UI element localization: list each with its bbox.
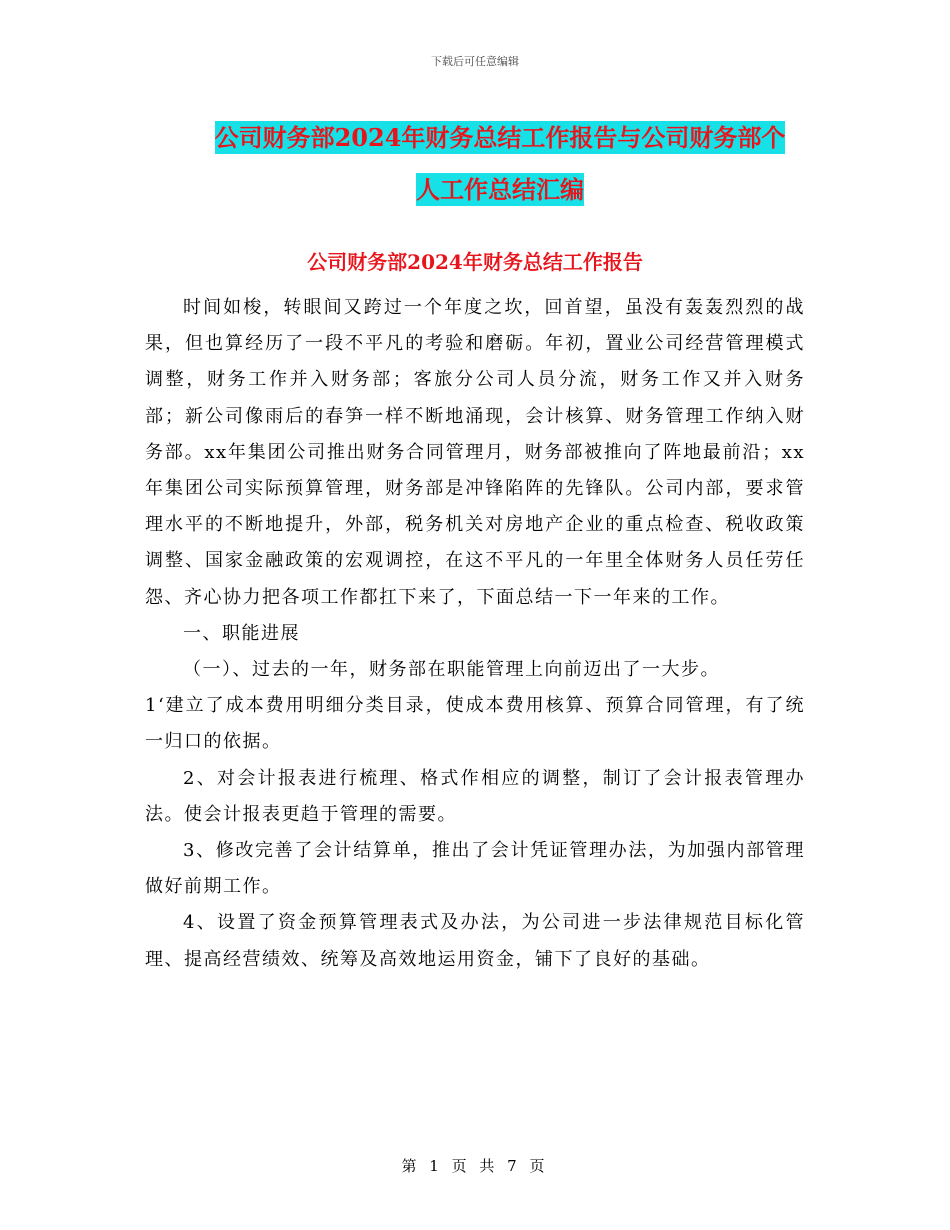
paragraph-item-1: 1‘建立了成本费用明细分类目录，使成本费用核算、预算合同管理，有了统一归口的依据。 [145,695,805,753]
paragraph-item-3: 3、修改完善了会计结算单，推出了会计凭证管理办法，为加强内部管理做好前期工作。 [145,840,805,898]
section-title: 公司财务部2024年财务总结工作报告 [307,250,643,274]
document-title [120,112,880,216]
heading-functions: 一、职能进展 [183,622,300,644]
paragraph-item-2: 2、对会计报表进行梳理、格式作相应的调整，制订了会计报表管理办法。使会计报表更趋于管理的需要。 [145,767,805,825]
paragraph-item-4: 4、设置了资金预算管理表式及办法，为公司进一步法律规范目标化管理、提高经营绩效、统筹及高效地运用资金，铺下了良好的基础。 [145,912,805,970]
header-note: 下载后可任意编辑 [431,55,519,68]
page-footer: 第 1 页 共 7 页 [401,1157,549,1175]
title-line-1: 公司财务部2024年财务总结工作报告与公司财务部个 [214,123,786,152]
body-text [145,290,805,978]
title-line-2: 人工作总结汇编 [416,175,584,204]
paragraph-sub-heading: （一）、过去的一年，财务部在职能管理上向前迈出了一大步。 [183,659,720,681]
paragraph-intro: 时间如梭，转眼间又跨过一个年度之坎，回首望，虽没有轰轰烈烈的战果，但也算经历了一段不平凡的考验和磨砺。年初，置业公司经营管理模式调整，财务工作并入财务部；客旅分公司人员分流，财务工作又并入财务部；新公司像雨后的春笋一样不断地涌现，会计核算、财务管理工作纳入财务部。xx年集团公司推出财务合同管理月，财务部被推向了阵地最前沿；xx年集团公司实际预算管理，财务部是冲锋陷阵的先锋队。公司内部，要求管理水平的不断地提升，外部，税务机关对房地产企业的重点检查、税收政策调整、国家金融政策的宏观调控，在这不平凡的一年里全体财务人员任劳任怨、齐心协力把各项工作都扛下来了，下面总结一下一年来的工作。 [145,297,805,608]
